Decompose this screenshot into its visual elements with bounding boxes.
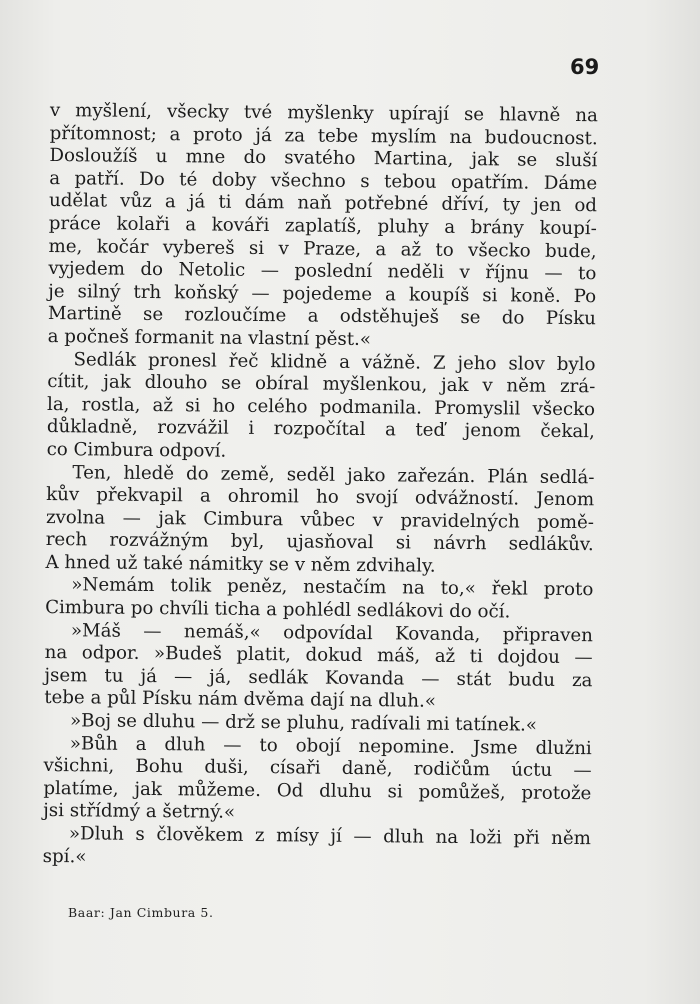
paragraph: [47, 349, 596, 467]
paragraph: [44, 620, 593, 716]
page-number: 69: [570, 55, 600, 79]
text-line: co Cimbura odpoví.: [46, 438, 227, 462]
text-line: jsi střídmý a šetrný.«: [43, 800, 236, 824]
text-line: »Boj se dluhu — drž se pluhu, radívali mi tatínek.«: [69, 710, 538, 736]
text-line: práce kolaři a kováři zaplatíš, pluhy a brány koupí-: [48, 212, 597, 240]
text-line: a počneš formanit na vlastní pěst.«: [47, 325, 372, 351]
text-line: cítit, jak dlouho se obíral myšlenkou, jak v něm zrá-: [47, 371, 596, 398]
text-line: Ten, hledě do země, seděl jako zařezán. Plán sedlá-: [72, 461, 595, 488]
text-line: Dosloužíš u mne do svatého Martina, jak se sluší: [49, 145, 598, 172]
text-line: na odpor. »Budeš platit, dokud máš, až ti dojdou —: [44, 642, 593, 669]
text-line: spí.«: [42, 845, 87, 867]
text-line: »Máš — nemáš,« odpovídal Kovanda, připraven: [70, 619, 593, 646]
paragraph: [43, 733, 592, 829]
text-line: Cimbura po chvíli ticha a pohlédl sedlákovi do očí.: [45, 597, 511, 623]
signature-mark: Baar: Jan Cimbura 5.: [68, 905, 214, 920]
text-line: tebe a půl Písku nám dvěma dají na dluh.«: [44, 687, 437, 713]
text-line: přítomnost; a proto já za tebe myslím na budoucnost.: [49, 122, 598, 149]
paragraph: [48, 100, 598, 354]
body-text: [43, 100, 598, 873]
text-line: důkladně, rozvážil i rozpočítal a teď jenom čekal,: [46, 416, 595, 443]
text-line: jsem tu já — já, sedlák Kovanda — stát budu za: [44, 664, 593, 692]
text-line: vyjedem do Netolic — poslední neděli v říjnu — to: [48, 258, 597, 285]
paragraph: [43, 823, 591, 873]
text-line: je silný trh koňský — pojedeme a koupíš si koně. Po: [48, 280, 597, 308]
text-line: a patří. Do té doby všechno s tebou opatřím. Dáme: [49, 167, 598, 195]
text-line: »Nemám tolik peněz, nestačím na to,« řekl proto: [71, 574, 594, 601]
text-line: udělat vůz a já ti dám naň potřebné dříví, ty jen od: [48, 190, 598, 217]
text-line: rech rozvážným byl, ujasňoval si návrh sedlákův.: [45, 529, 594, 556]
text-line: platíme, jak můžeme. Od dluhu si pomůžeš, protože: [43, 777, 592, 805]
text-line: la, rostla, až si ho celého podmanila. Promyslil všecko: [46, 393, 596, 420]
text-line: kův překvapil a ohromil ho svojí odvážností. Jenom: [46, 484, 595, 511]
text-line: Martině se rozloučíme a odstěhuješ se do Písku: [47, 303, 597, 330]
text-line: všichni, Bohu duši, císaři daně, rodičům úctu —: [43, 755, 592, 782]
text-line: »Bůh a dluh — to obojí nepomine. Jsme dlužni: [69, 732, 592, 759]
text-line: Sedlák pronesl řeč klidně a vážně. Z jeho slov bylo: [73, 348, 596, 375]
paragraph: [45, 461, 594, 579]
text-line: A hned už také námitky se v něm zdvihaly.: [45, 551, 436, 577]
text-line: me, kočár vybereš si v Praze, a až to všecko bude,: [48, 235, 597, 262]
paragraph: [45, 574, 593, 624]
text-line: v myšlení, všecky tvé myšlenky upírají se hlavně na: [49, 100, 598, 127]
text-line: »Dluh s člověkem z mísy jí — dluh na loži při něm: [68, 823, 592, 850]
text-line: zvolna — jak Cimbura vůbec v pravidelných pomě-: [45, 506, 595, 533]
